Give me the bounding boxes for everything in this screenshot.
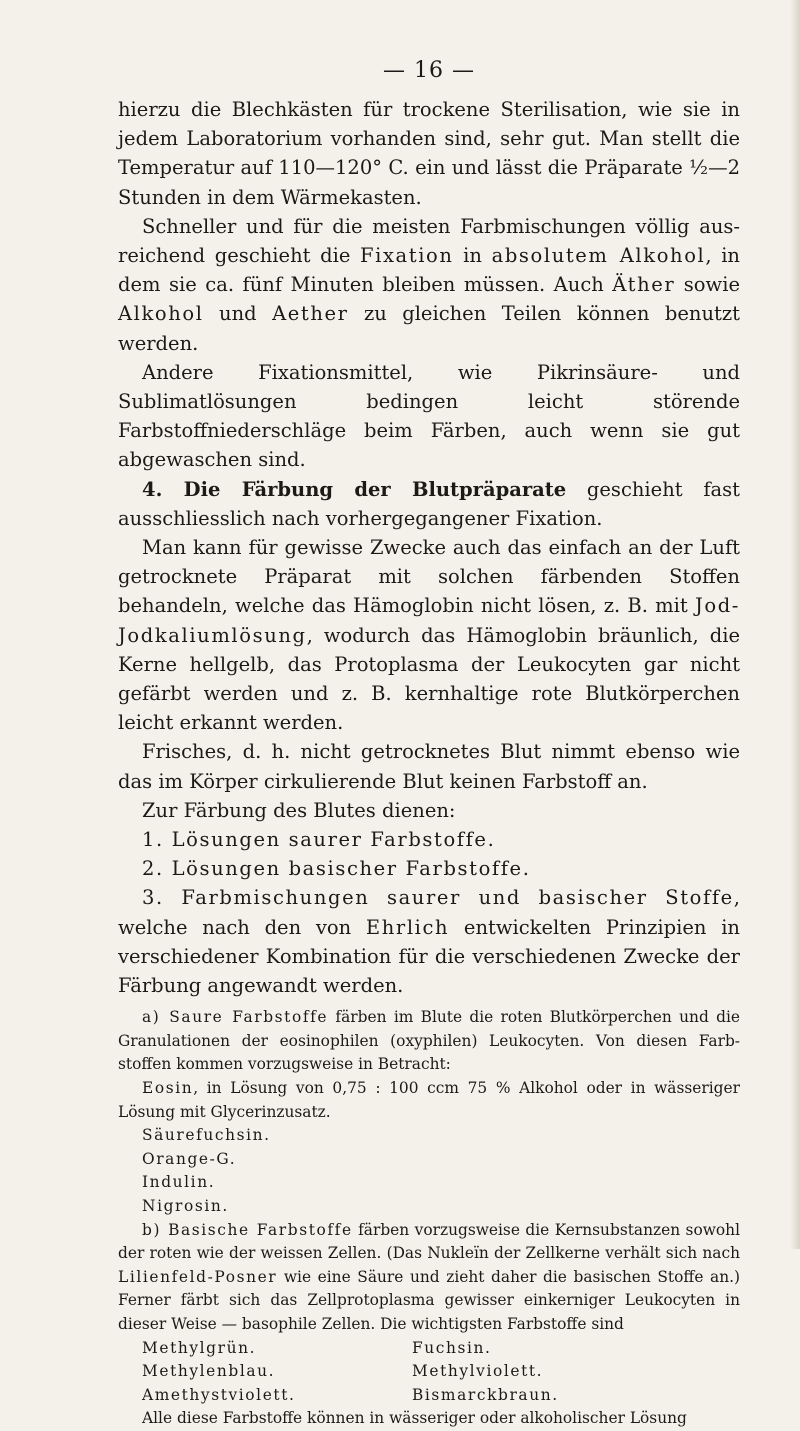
paragraph-7: Zur Färbung des Blutes dienen:: [142, 798, 456, 822]
section-4-heading: 4. Die Färbung der Blutpräparate: [142, 477, 567, 501]
dye-b-row-3: Amethystviolett. Bismarckbraun.: [142, 1385, 559, 1404]
page-edge-shadow: [790, 0, 800, 1249]
note-a: a) Saure Farbstoffe färben im Blute die roten Blutkörperchen und die Granulationen der eosinophilen (oxyphilen) Leukocyten. Von diesen Farbstoffen kommen vorzugsweise in Betracht:: [118, 1008, 740, 1074]
dye-b-row-1: Methylgrün. Fuchsin.: [142, 1338, 492, 1357]
note-b: b) Basische Farbstoffe färben vorzugsweise die Kernsubstanzen sowohl der roten wie der weissen Zellen. (Das Nukleïn der Zellkerne verhält sich nach Lilienfeld-Posner wie eine Säure und zieht daher die basischen Stoffe an.) Ferner färbt sich das Zellprotoplasma gewisser einkerniger Leukocyten in dieser Weise — basophile Zellen. Die wichtigsten Farbstoffe sind: [118, 1220, 740, 1334]
paragraph-3: Andere Fixationsmittel, wie Pikrinsäure- und Sublimatlösungen bedingen leicht störende Farbstoffniederschläge beim Färben, auch wenn sie gut abgewaschen sind.: [118, 360, 740, 472]
dye-a-4: Nigrosin.: [142, 1197, 229, 1216]
paragraph-5: Man kann für gewisse Zwecke auch das einfach an der Luft getrocknete Präparat mit solchen färbenden Stoffen behandeln, welche das Hämoglobin nicht lösen, z. B. mit Jod-Jodkaliumlösung, wodurch das Hämoglobin bräunlich, die Kerne hellgelb, das Protoplasma der Leukocyten gar nicht gefärbt werden und z. B. kernhaltige rote Blutkörperchen leicht erkannt werden.: [118, 536, 740, 735]
list-item-1: 1. Lösungen saurer Farbstoffe.: [142, 828, 496, 852]
list-item-3: 3. Farbmischungen saurer und basischer Stoffe, welche nach den von Ehrlich entwickelten Prinzipien in verschiedener Kombination für die verschiedenen Zwecke der Färbung angewandt werden.: [118, 886, 740, 998]
eosin-entry: Eosin, in Lösung von 0,75 : 100 ccm 75 % Alkohol oder in wässeriger Lösung mit Glycerinzusatz.: [118, 1079, 740, 1121]
paragraph-2: Schneller und für die meisten Farbmischungen völlig ausreichend geschieht die Fixation in absolutem Alkohol, in dem sie ca. fünf Minuten bleiben müssen. Auch Äther sowie Alkohol und Aether zu gleichen Teilen können benutzt werden.: [118, 214, 740, 355]
page-number: — 16 —: [383, 58, 475, 83]
paragraph-1: hierzu die Blechkästen für trockene Sterilisation, wie sie in jedem Laboratorium vorhanden sind, sehr gut. Man stellt die Temperatur auf 110—120° C. ein und lässt die Präparate ½—2 Stunden in dem Wärmekasten.: [118, 98, 740, 209]
last-line: Alle diese Farbstoffe können in wässeriger oder alkoholischer Lösung: [142, 1409, 687, 1428]
small-print-notes: [118, 1006, 740, 1431]
dye-a-3: Indulin.: [142, 1173, 216, 1192]
dye-a-1: Säurefuchsin.: [142, 1126, 271, 1145]
main-text: [118, 95, 740, 1000]
list-item-2: 2. Lösungen basischer Farbstoffe.: [142, 857, 531, 881]
paragraph-6: Frisches, d. h. nicht getrocknetes Blut nimmt ebenso wie das im Körper cirkulierende Blut keinen Farbstoff an.: [118, 740, 740, 793]
section-4-paragraph: 4. Die Färbung der Blutpräparate geschieht fast ausschliesslich nach vorhergegangener Fixation.: [118, 477, 741, 530]
dye-b-row-2: Methylenblau. Methylviolett.: [142, 1362, 544, 1381]
dye-a-2: Orange-G.: [142, 1149, 237, 1168]
